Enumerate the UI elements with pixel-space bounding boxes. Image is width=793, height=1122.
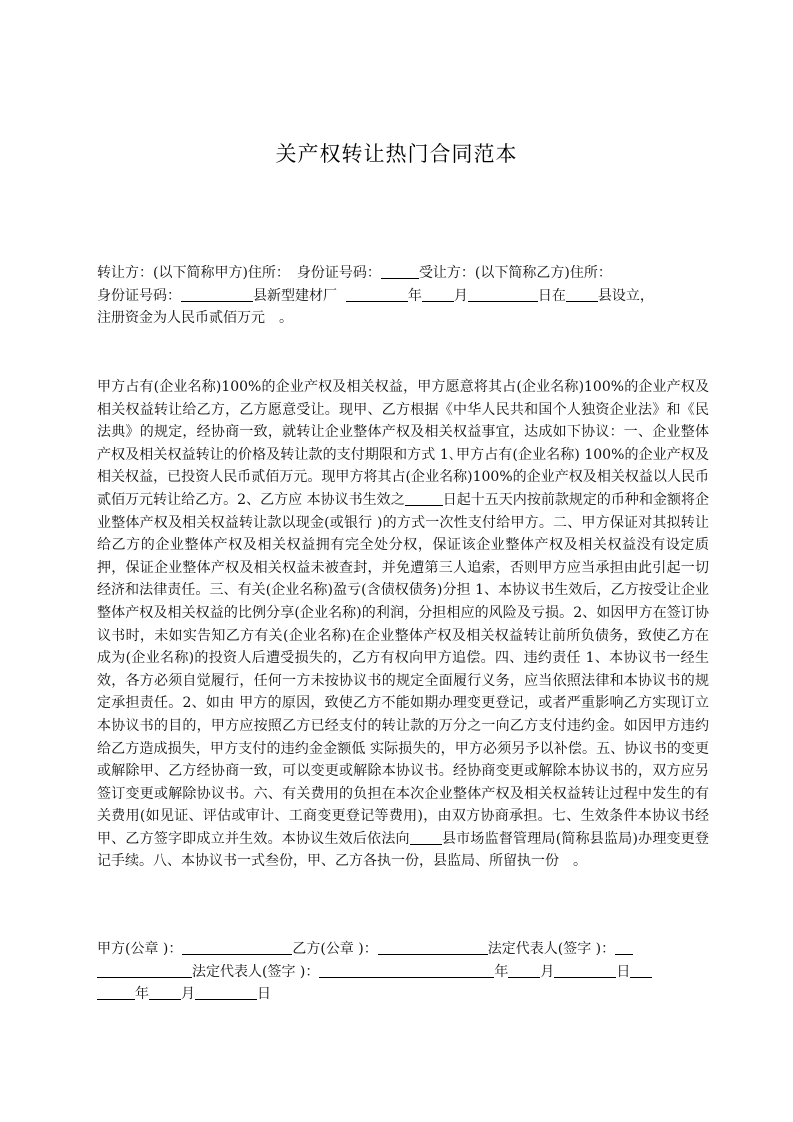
company-name: 县新型建材厂 [253,287,337,304]
day-label: 日在 [537,287,566,304]
sign-day-blank[interactable] [554,963,616,978]
sign-month-blank[interactable] [508,963,540,978]
body-text-1: 甲方占有(企业名称)100%的企业产权及相关权益，甲方愿意将其占(企业名称)100%的企业产权及相关权益转让给乙方，乙方愿意受让。现甲、乙方根据《中华人民共和国个人独资企业法》和《民法典》的规定，经协商一致，就转让企业整体产权及相关权益事宜，达成如下协议：一、企业整体产权及相关权益转让的价格及转让款的支付期限和方式 1､甲方占有(企业名称) 100%的企业产权及相关权益，已投资人民币贰佰万元。现甲方将其占(企业名称)100%的企业产权及相关权益以人民币贰佰万元转让给乙方。2、乙方应 本协议书生效之 [97,379,709,508]
legal-rep-b-blank[interactable] [319,963,494,978]
body-text-2: 日起十五天内按前款规定的币种和金额将企业整体产权及相关权益转让款以现金(或银行 )的方式一次性支付给甲方。二、甲方保证对其拟转让给乙方的企业整体产权及相关权益拥有完全处分权，保证该企业整体产权及相关权益没有设定质押，保证企业整体产权及相关权益未被查封，并免遭第三人追索，否则甲方应当承担由此引起一切经济和法律责任。三、有关(企业名称)盈亏(含债权债务)分担 1、本协议书生效后，乙方按受让企业整体产权及相关权益的比例分享(企业名称)的利润，分担相应的风险及亏损。2、如因甲方在签订协议书时，未如实告知乙方有关(企业名称)在企业整体产权及相关权益转让前所负债务，致使乙方在成为(企业名称)的投资人后遭受损失的，乙方有权向甲方追偿。四、违约责任 1、本协议书一经生效，各方必须自觉履行，任何一方未按协议书的规定全面履行义务，应当依照法律和本协议书的规定承担责任。2、如由 甲方的原因，致使乙方不能如期办理变更登记，或者严重影响乙方实现订立本协议书的目的，甲方应按照乙方已经支付的转让款的万分之一向乙方支付违约金。如因甲方违约给乙方造成损失，甲方支付的违约金金额低 实际损失的，甲方必须另予以补偿。五、协议书的变更或解除甲、乙方经协商一致，可以变更或解除本协议书。经协商变更或解除本协议书的，双方应另签订变更或解除协议书。六、有关费用的负担在本次企业整体产权及相关权益转让过程中发生的有关费用(如见证、评估或审计、工商变更登记等费用)，由双方协商承担。七、生效条件本协议书经甲、乙方签字即成立并生效。本协议生效后依法向 [97,491,710,847]
parties-section [97,262,709,330]
sign-month-blank-2[interactable] [149,985,181,1000]
transferee-label: 受让方：(以下简称乙方)住所： [418,265,612,281]
id-number-blank-2[interactable] [181,287,253,302]
sign-year-label: 年 [494,963,509,980]
id-number-label: 身份证号码： [97,287,181,304]
party-b-seal-label: 乙方(公章 )： [292,941,378,957]
legal-rep-a-label: 法定代表人(签字 )： [487,941,616,957]
effective-date-blank[interactable] [405,491,443,506]
county-registry-blank[interactable] [410,830,442,845]
registered-capital: 注册资金为人民币贰佰万元 。 [97,310,293,327]
sign-day-label: 日 [616,963,631,980]
signature-section [97,938,709,1006]
sign-year-blank-3[interactable] [97,985,135,1000]
month-blank[interactable] [422,287,454,302]
agreement-body [97,376,709,873]
legal-rep-b-label: 法定代表人(签字 )： [192,963,320,980]
sign-day-label-2: 日 [257,986,271,1003]
body-text-3: 县市场监督管理局(简称县监局)办理变更登记手续。八、本协议书一式叁份，甲、乙方各执一份，县监局、所留执一份 。 [97,830,709,870]
legal-rep-a-blank[interactable] [615,940,633,955]
legal-rep-a-blank-2[interactable] [97,963,192,978]
document-title: 关产权转让热门合同范本 [275,142,518,166]
sign-month-label: 月 [540,963,555,980]
sign-year-blank-2[interactable] [630,963,652,978]
county-blank[interactable] [566,287,598,302]
party-b-seal-blank[interactable] [378,940,488,955]
party-a-seal-blank[interactable] [182,940,292,955]
year-blank[interactable] [346,287,408,302]
month-label: 月 [453,287,468,304]
sign-day-blank-2[interactable] [195,985,257,1000]
id-number-blank[interactable] [381,264,419,279]
transferor-label: 转让方：(以下简称甲方)住所： 身份证号码： [97,265,381,281]
sign-month-label-2: 月 [181,986,195,1003]
sign-year-label-2: 年 [135,986,149,1003]
year-label: 年 [407,287,422,304]
party-a-seal-label: 甲方(公章 )： [97,941,183,957]
established-label: 县设立， [597,287,654,304]
day-blank[interactable] [468,287,538,302]
